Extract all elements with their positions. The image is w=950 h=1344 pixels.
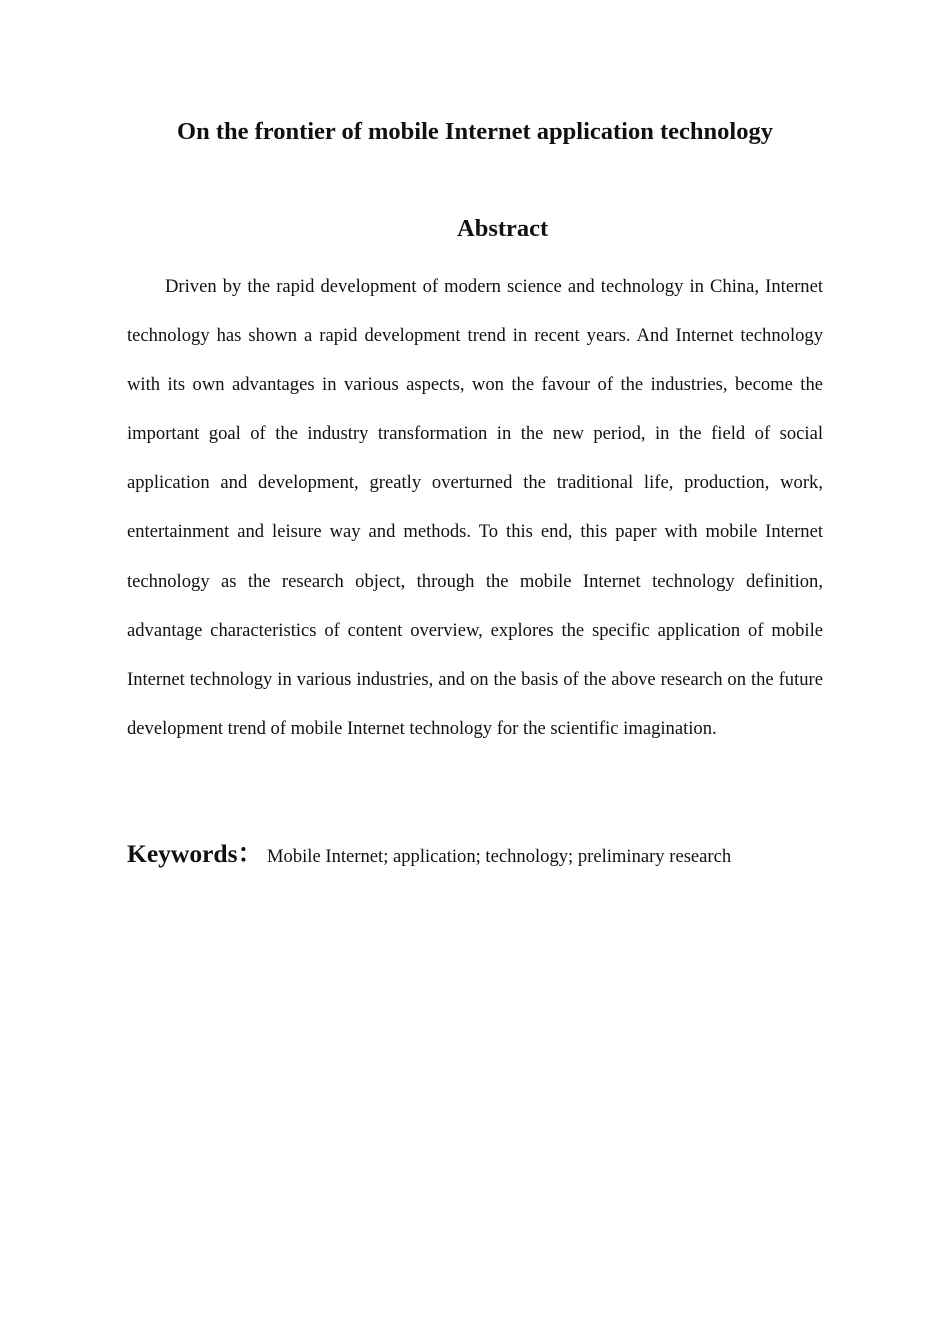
abstract-body: Driven by the rapid development of modern science and technology in China, Internet technology has shown a rapid development trend in recent years. And Internet technology with its own advantages in various aspects, won the favour of the industries, become the important goal of the industry transformation in the new period, in the field of social application and development, greatly overturned the traditional life, production, work, entertainment and leisure way and methods. To this end, this paper with mobile Internet technology as the research object, through the mobile Internet technology definition, advantage characteristics of content overview, explores the specific application of mobile Internet technology in various industries, and on the basis of the above research on the future development trend of mobile Internet technology for the scientific imagination. bbox=[127, 276, 823, 739]
keywords-text: Mobile Internet; application; technology; preliminary research bbox=[267, 846, 732, 867]
document-title: On the frontier of mobile Internet application technology bbox=[177, 118, 773, 145]
abstract-heading: Abstract bbox=[457, 215, 549, 242]
keywords-label: Keywords bbox=[127, 839, 238, 868]
keywords-separator: ： bbox=[237, 839, 264, 869]
keywords-line bbox=[127, 835, 827, 877]
